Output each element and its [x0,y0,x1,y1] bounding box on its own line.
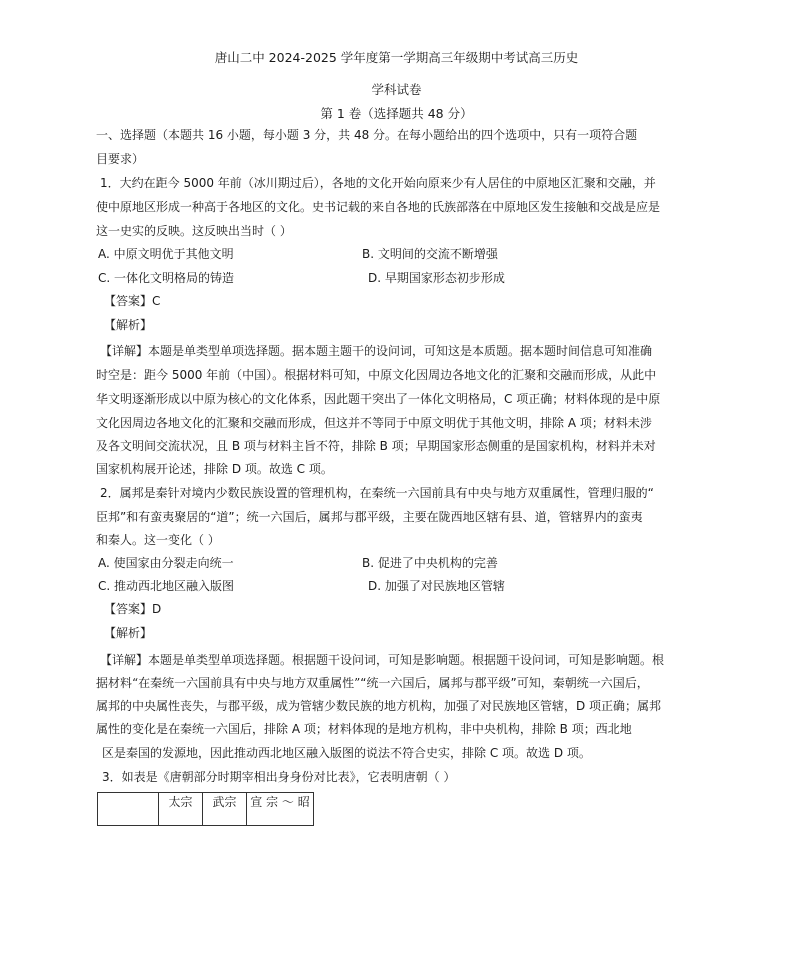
detail-text: 据材料 [96,676,133,690]
analysis-label: 【解析】 [104,318,153,332]
table-header-cell [98,793,159,826]
question-stem-line: 3．如表是《唐朝部分时期宰相出身身份对比表》，它表明唐朝（ ） [102,770,456,784]
option-d: D. 加强了对民族地区管辖 [368,579,505,593]
answer-label: 【答案】D [104,602,162,616]
detail-line [96,675,649,691]
table-header-cell: 宣 宗 ～ 昭 [247,793,314,826]
detail-line: 及各文明间交流状况，且 B 项与材料主旨不符，排除 B 项；早期国家形态侧重的是国家机构，材料并未对 [96,439,656,453]
question-stem-line: 这一史实的反映。这反映出当时（ ） [96,224,292,238]
detail-line: 【详解】本题是单类型单项选择题。根据题干设问词，可知是影响题。根据题干设问词，可知是影响题。根 [100,653,665,667]
detail-line: 属邦的中央属性丧失，与郡平级，成为管辖少数民族的地方机构，加强了对民族地区管辖，D 项正确；属邦 [96,699,662,713]
analysis-label: 【解析】 [104,626,153,640]
option-b: B. 文明间的交流不断增强 [362,247,498,261]
option-c: C. 一体化文明格局的铸造 [98,271,235,285]
table-header-cell: 武宗 [203,793,247,826]
table-header-row [98,793,314,826]
quoted-material: “在秦统一六国前具有中央与地方双重属性” [132,676,361,690]
question-stem-line: 和秦人。这一变化（ ） [96,533,220,547]
option-b: B. 促进了中央机构的完善 [362,556,498,570]
detail-line: 文化因周边各地文化的汇聚和交融而形成，但这并不等同于中原文明优于其他文明，排除 A 项；材料未涉 [96,416,652,430]
detail-text: “统一六国后，属邦与郡平级”可知，秦朝统一六国后， [360,676,649,690]
question-stem-line: 使中原地区形成一种高于各地区的文化。史书记载的来自各地的氏族部落在中原地区发生接触和交战是应是 [96,200,661,214]
detail-line: 华文明逐渐形成以中原为核心的文化体系，因此题干突出了一体化文明格局，C 项正确；材料体现的是中原 [96,392,661,406]
option-a: A. 中原文明优于其他文明 [98,247,234,261]
exam-title: 唐山二中 2024-2025 学年度第一学期高三年级期中考试高三历史 [214,50,579,65]
detail-line: 区是秦国的发源地，因此推动西北地区融入版图的说法不符合史实，排除 C 项。故选 D 项。 [102,746,591,760]
option-d: D. 早期国家形态初步形成 [368,271,505,285]
exam-subtitle: 学科试卷 [371,82,422,97]
option-a: A. 使国家由分裂走向统一 [98,556,234,570]
section-instruction-cont: 目要求） [96,152,145,166]
question-stem-line: 1．大约在距今 5000 年前（冰川期过后），各地的文化开始向原来少有人居住的中原地区汇聚和交融，并 [100,176,656,190]
comparison-table [97,792,314,826]
table-header-cell: 太宗 [159,793,203,826]
detail-line: 时空是：距今 5000 年前（中国）。根据材料可知，中原文化因周边各地文化的汇聚和交融而形成，从此中 [96,368,657,382]
volume-heading: 第 1 卷（选择题共 48 分） [320,106,473,121]
detail-line: 【详解】本题是单类型单项选择题。据本题主题干的设问词，可知这是本质题。据本题时间信息可知准确 [100,344,653,358]
detail-line: 国家机构展开论述，排除 D 项。故选 C 项。 [96,462,333,476]
question-stem-line: 2．属邦是秦针对境内少数民族设置的管理机构，在秦统一六国前具有中央与地方双重属性，管理归服的“ [100,486,654,500]
detail-line: 属性的变化是在秦统一六国后，排除 A 项；材料体现的是地方机构，非中央机构，排除 B 项；西北地 [96,722,632,736]
option-c: C. 推动西北地区融入版图 [98,579,235,593]
section-instruction: 一、选择题（本题共 16 小题，每小题 3 分，共 48 分。在每小题给出的四个选项中，只有一项符合题 [96,128,638,142]
answer-label: 【答案】C [104,294,161,308]
question-stem-line: 臣邦”和有蛮夷聚居的“道”；统一六国后，属邦与郡平级，主要在陇西地区辖有县、道，管辖界内的蛮夷 [96,510,643,524]
